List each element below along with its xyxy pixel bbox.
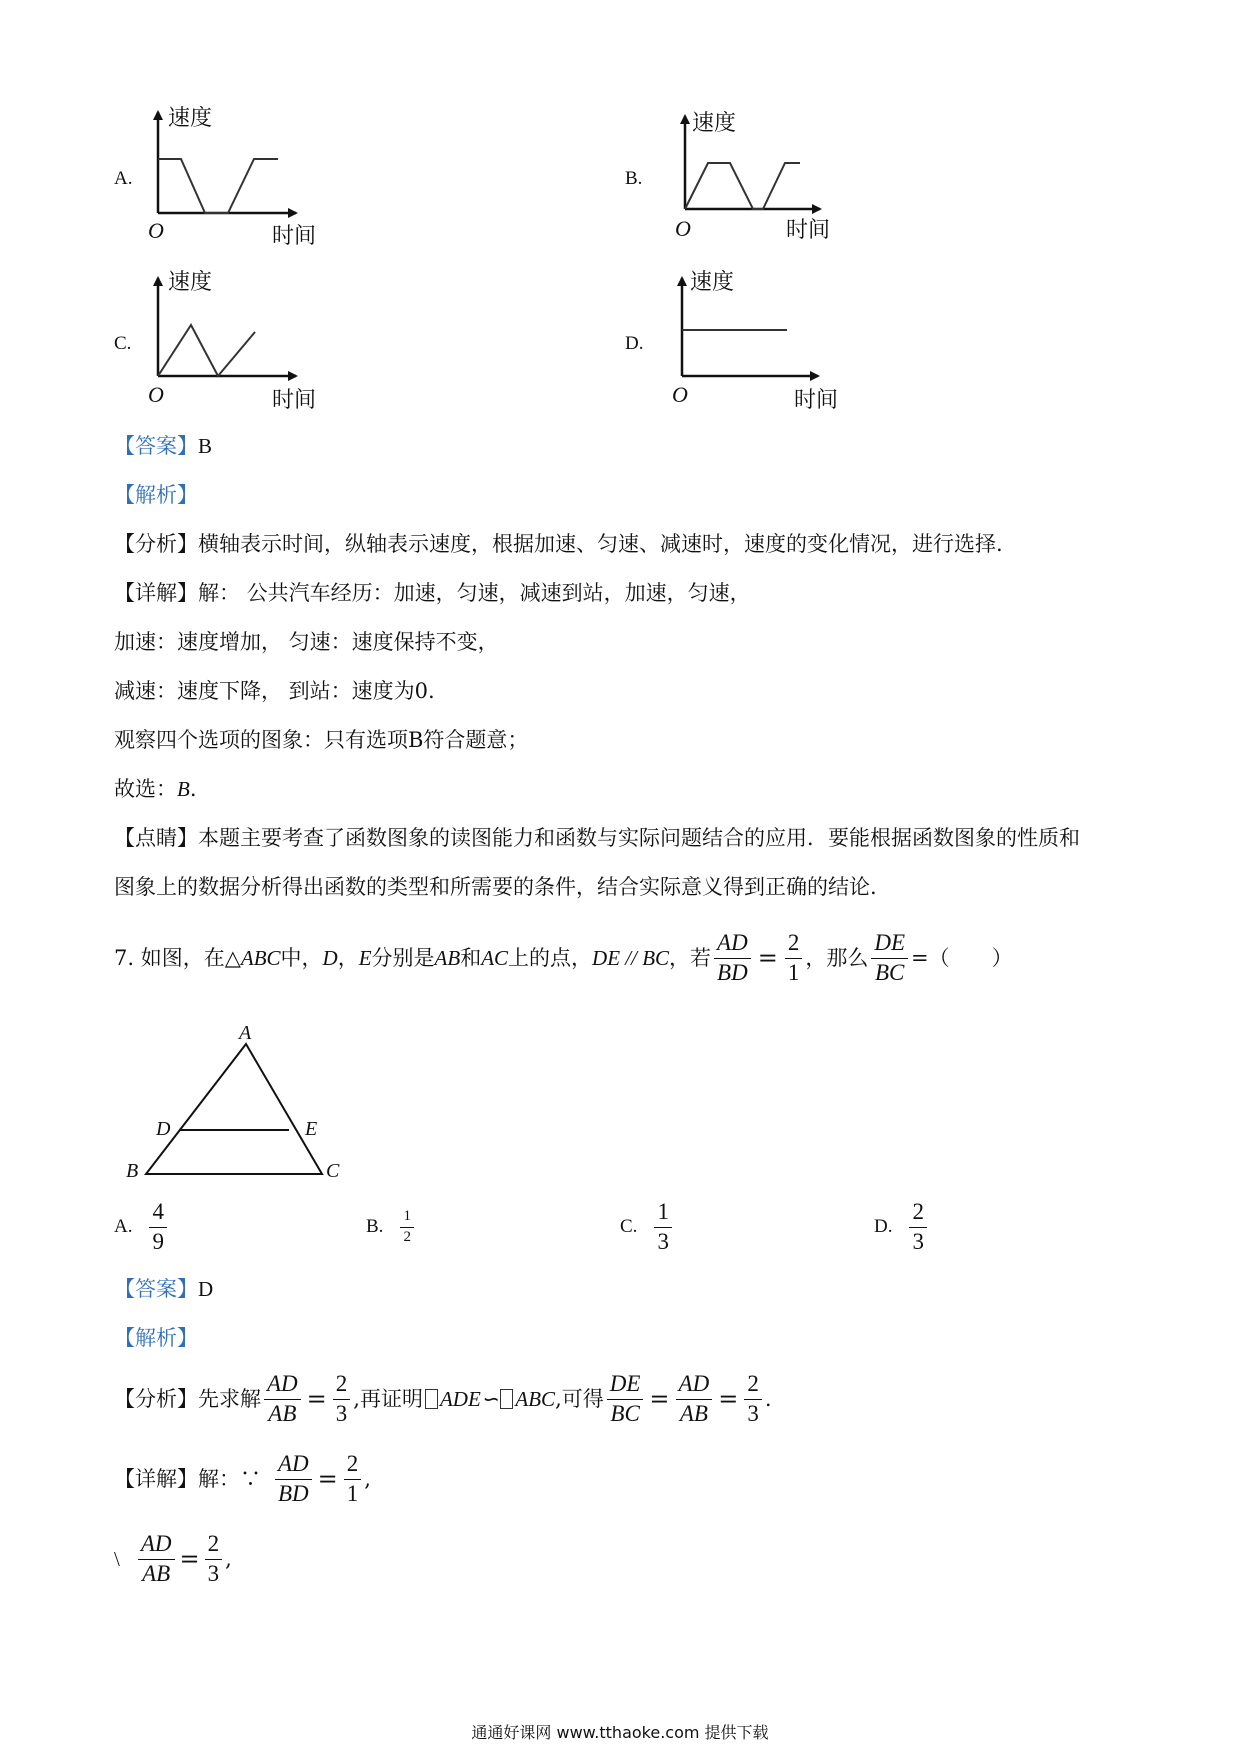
equals: =: [306, 1385, 327, 1413]
denominator: BC: [610, 1400, 640, 1426]
equals: =: [718, 1385, 739, 1413]
vertex-d-label: D: [156, 1118, 171, 1140]
option-fraction: [654, 1200, 672, 1253]
answer-line: [114, 436, 212, 457]
numerator: AD: [275, 1452, 312, 1479]
answer-line: [114, 1279, 213, 1300]
x-axis-label: 时间: [794, 388, 839, 413]
period: .: [189, 777, 197, 801]
fraction-ad-ab: [138, 1532, 175, 1585]
denominator: 3: [747, 1400, 759, 1426]
fraction-2-3: [205, 1532, 223, 1585]
stem-parallel: DE // BC: [592, 945, 670, 970]
option-fraction: [400, 1209, 414, 1246]
denominator: AB: [268, 1400, 297, 1426]
fraction-ad-ab: [676, 1372, 713, 1425]
q7-option-c: [620, 1195, 675, 1259]
stem-text: 分别是: [371, 945, 435, 970]
fenxi-text: 先求解: [198, 1386, 261, 1411]
speed-curve: [158, 325, 255, 376]
numerator: 1: [654, 1200, 672, 1227]
q7-fenxi-line: 【分析】 先求解 $\frac{AD}{AB}$ = $\frac{2}{3}$ ,再证明 ADE∽ ABC ,可得 $\frac{DE}{BC}$ = $\frac{AD}{AB}$ = $\frac{2}{3}$ .: [114, 1371, 772, 1426]
q6-graphs: [0, 0, 1240, 420]
stem-text: =（ ）: [911, 945, 1013, 970]
solution-line-2: 减速：速度下降， 到站：速度为0.: [114, 679, 435, 703]
option-letter-c: C.: [114, 333, 132, 354]
fenxi-tag: 【分析】: [114, 1386, 198, 1411]
answer-tag: 【答案】: [114, 434, 198, 458]
missing-glyph-box: [500, 1389, 513, 1409]
denominator: 3: [207, 1560, 220, 1586]
denominator: BC: [874, 959, 905, 985]
option-letter: A.: [114, 1216, 133, 1237]
stem-ac: AC: [481, 945, 509, 970]
origin-label: O: [148, 382, 164, 407]
vertex-a-label: A: [239, 1022, 252, 1044]
stem-text: 和: [460, 945, 482, 970]
stem-text: 上的点，: [508, 945, 593, 970]
stem-abc: ABC: [240, 945, 281, 970]
stem-comma: ，: [337, 945, 359, 970]
q7-stem: [114, 928, 1013, 988]
fenxi-text: 横轴表示时间，纵轴表示速度，根据加速、匀速、减速时，速度的变化情况，进行选择.: [198, 532, 1003, 556]
option-letter-d: D.: [625, 333, 644, 354]
stem-e: E: [358, 945, 372, 970]
vertex-e-label: E: [305, 1118, 318, 1140]
denominator: 3: [657, 1228, 669, 1254]
stem-text: 中，: [280, 945, 323, 970]
fenxi-line: [114, 534, 1003, 555]
fraction-ad-bd: [275, 1452, 312, 1505]
solution-line-1: 加速：速度增加， 匀速：速度保持不变，: [114, 630, 499, 654]
backslash-glyph: \: [114, 1546, 120, 1571]
y-axis-label: 速度: [690, 270, 735, 295]
fraction-2-3: [744, 1372, 762, 1425]
speed-curve: [685, 163, 800, 209]
denominator: BD: [278, 1480, 309, 1506]
denominator: AB: [679, 1400, 708, 1426]
fraction-de-bc: [607, 1372, 644, 1425]
answer-value: B: [198, 434, 213, 458]
solution-line-4: [114, 779, 197, 800]
analysis-tag: 【解析】: [114, 483, 198, 507]
dianjing-tag: 【点睛】: [114, 826, 198, 850]
stem-text: ，若: [669, 945, 712, 970]
stem-text: ，那么: [805, 945, 869, 970]
choose-label: 故选：: [114, 777, 177, 801]
stem-ab: AB: [434, 945, 461, 970]
fraction-2-1: [785, 931, 803, 984]
equals: =: [757, 944, 778, 972]
similar-abc: ABC: [515, 1386, 556, 1411]
origin-label: O: [672, 382, 688, 407]
q7-option-a: [114, 1195, 170, 1259]
page-footer: 通通好课网 www.tthaoke.com 提供下载: [471, 1723, 769, 1742]
numerator: 2: [205, 1532, 223, 1559]
denominator: BD: [717, 959, 748, 985]
x-axis-label: 时间: [272, 224, 317, 249]
denominator: 9: [152, 1228, 164, 1254]
vertex-c-label: C: [326, 1160, 340, 1182]
numerator: DE: [871, 931, 908, 958]
y-axis-label: 速度: [168, 270, 213, 295]
equals: =: [649, 1385, 670, 1413]
x-axis-label: 时间: [272, 388, 317, 413]
option-letter: C.: [620, 1216, 638, 1237]
xiangjie-text: 解：∵: [198, 1466, 261, 1491]
numerator: AD: [676, 1372, 713, 1399]
numerator: 4: [149, 1200, 167, 1227]
fenxi-tag: 【分析】: [114, 532, 198, 556]
answer-value: D: [198, 1277, 214, 1301]
q7-option-b: [366, 1195, 417, 1259]
numerator: DE: [607, 1372, 644, 1399]
numerator: AD: [714, 931, 751, 958]
fraction-2-1: [344, 1452, 362, 1505]
dianjing-text-2: 图象上的数据分析得出函数的类型和所需要的条件，结合实际意义得到正确的结论.: [114, 875, 877, 899]
fraction-de-bc: [871, 931, 908, 984]
answer-tag: 【答案】: [114, 1277, 198, 1301]
numerator: 2: [785, 931, 803, 958]
option-letter-b: B.: [625, 168, 643, 189]
fraction-2-3: [333, 1372, 351, 1425]
solution-line-3: 观察四个选项的图象：只有选项B符合题意；: [114, 728, 529, 752]
q7-step-line: \ $\frac{AD}{AB}$ = $\frac{2}{3}$ ,: [114, 1531, 232, 1586]
equals: =: [317, 1465, 338, 1493]
triangle-abc: [146, 1044, 322, 1174]
origin-label: O: [148, 218, 164, 243]
option-letter: D.: [874, 1216, 893, 1237]
fraction-ad-bd: [714, 931, 751, 984]
option-fraction: [909, 1200, 927, 1253]
option-letter-a: A.: [114, 168, 133, 189]
xiangjie-tag: 【详解】: [114, 581, 198, 605]
speed-curve: [158, 159, 278, 213]
x-axis-label: 时间: [786, 218, 831, 243]
y-axis-label: 速度: [168, 106, 213, 131]
xiangjie-text: 解： 公共汽车经历：加速，匀速，减速到站，加速，匀速，: [198, 581, 751, 605]
denominator: AB: [142, 1560, 171, 1586]
numerator: 2: [333, 1372, 351, 1399]
vertex-b-label: B: [126, 1160, 139, 1182]
similar-ade: ADE∽: [439, 1386, 499, 1411]
numerator: AD: [138, 1532, 175, 1559]
y-axis-label: 速度: [692, 111, 737, 136]
option-letter: B.: [366, 1216, 384, 1237]
dianjing-text-1: 本题主要考查了函数图象的读图能力和函数与实际问题结合的应用．要能根据函数图象的性质和: [198, 826, 1080, 850]
dianjing-line: [114, 828, 1080, 849]
numerator: 1: [400, 1209, 414, 1228]
denominator: 3: [912, 1228, 924, 1254]
numerator: 2: [344, 1452, 362, 1479]
xiangjie-tag: 【详解】: [114, 1466, 198, 1491]
numerator: 2: [909, 1200, 927, 1227]
origin-label: O: [675, 216, 691, 241]
q7-option-d: [874, 1195, 930, 1259]
fenxi-text: ,可得: [555, 1386, 604, 1411]
option-fraction: [149, 1200, 167, 1253]
denominator: 1: [346, 1480, 359, 1506]
analysis-tag: 【解析】: [114, 1326, 198, 1350]
fenxi-text: ,再证明: [353, 1386, 423, 1411]
missing-glyph-box: [425, 1389, 438, 1409]
denominator: 1: [787, 959, 800, 985]
denominator: 3: [335, 1400, 348, 1426]
stem-text: 7. 如图，在△: [114, 945, 241, 970]
xiangjie-line: [114, 583, 751, 604]
stem-d: D: [322, 945, 338, 970]
q7-xiangjie-line: 【详解】 解：∵ $\frac{AD}{BD}$ = $\frac{2}{1}$ ,: [114, 1451, 371, 1506]
numerator: AD: [264, 1372, 301, 1399]
denominator: 2: [403, 1228, 411, 1245]
choose-value: B: [177, 777, 190, 801]
equals: =: [179, 1545, 200, 1573]
fraction-ad-ab: [264, 1372, 301, 1425]
numerator: 2: [744, 1372, 762, 1399]
